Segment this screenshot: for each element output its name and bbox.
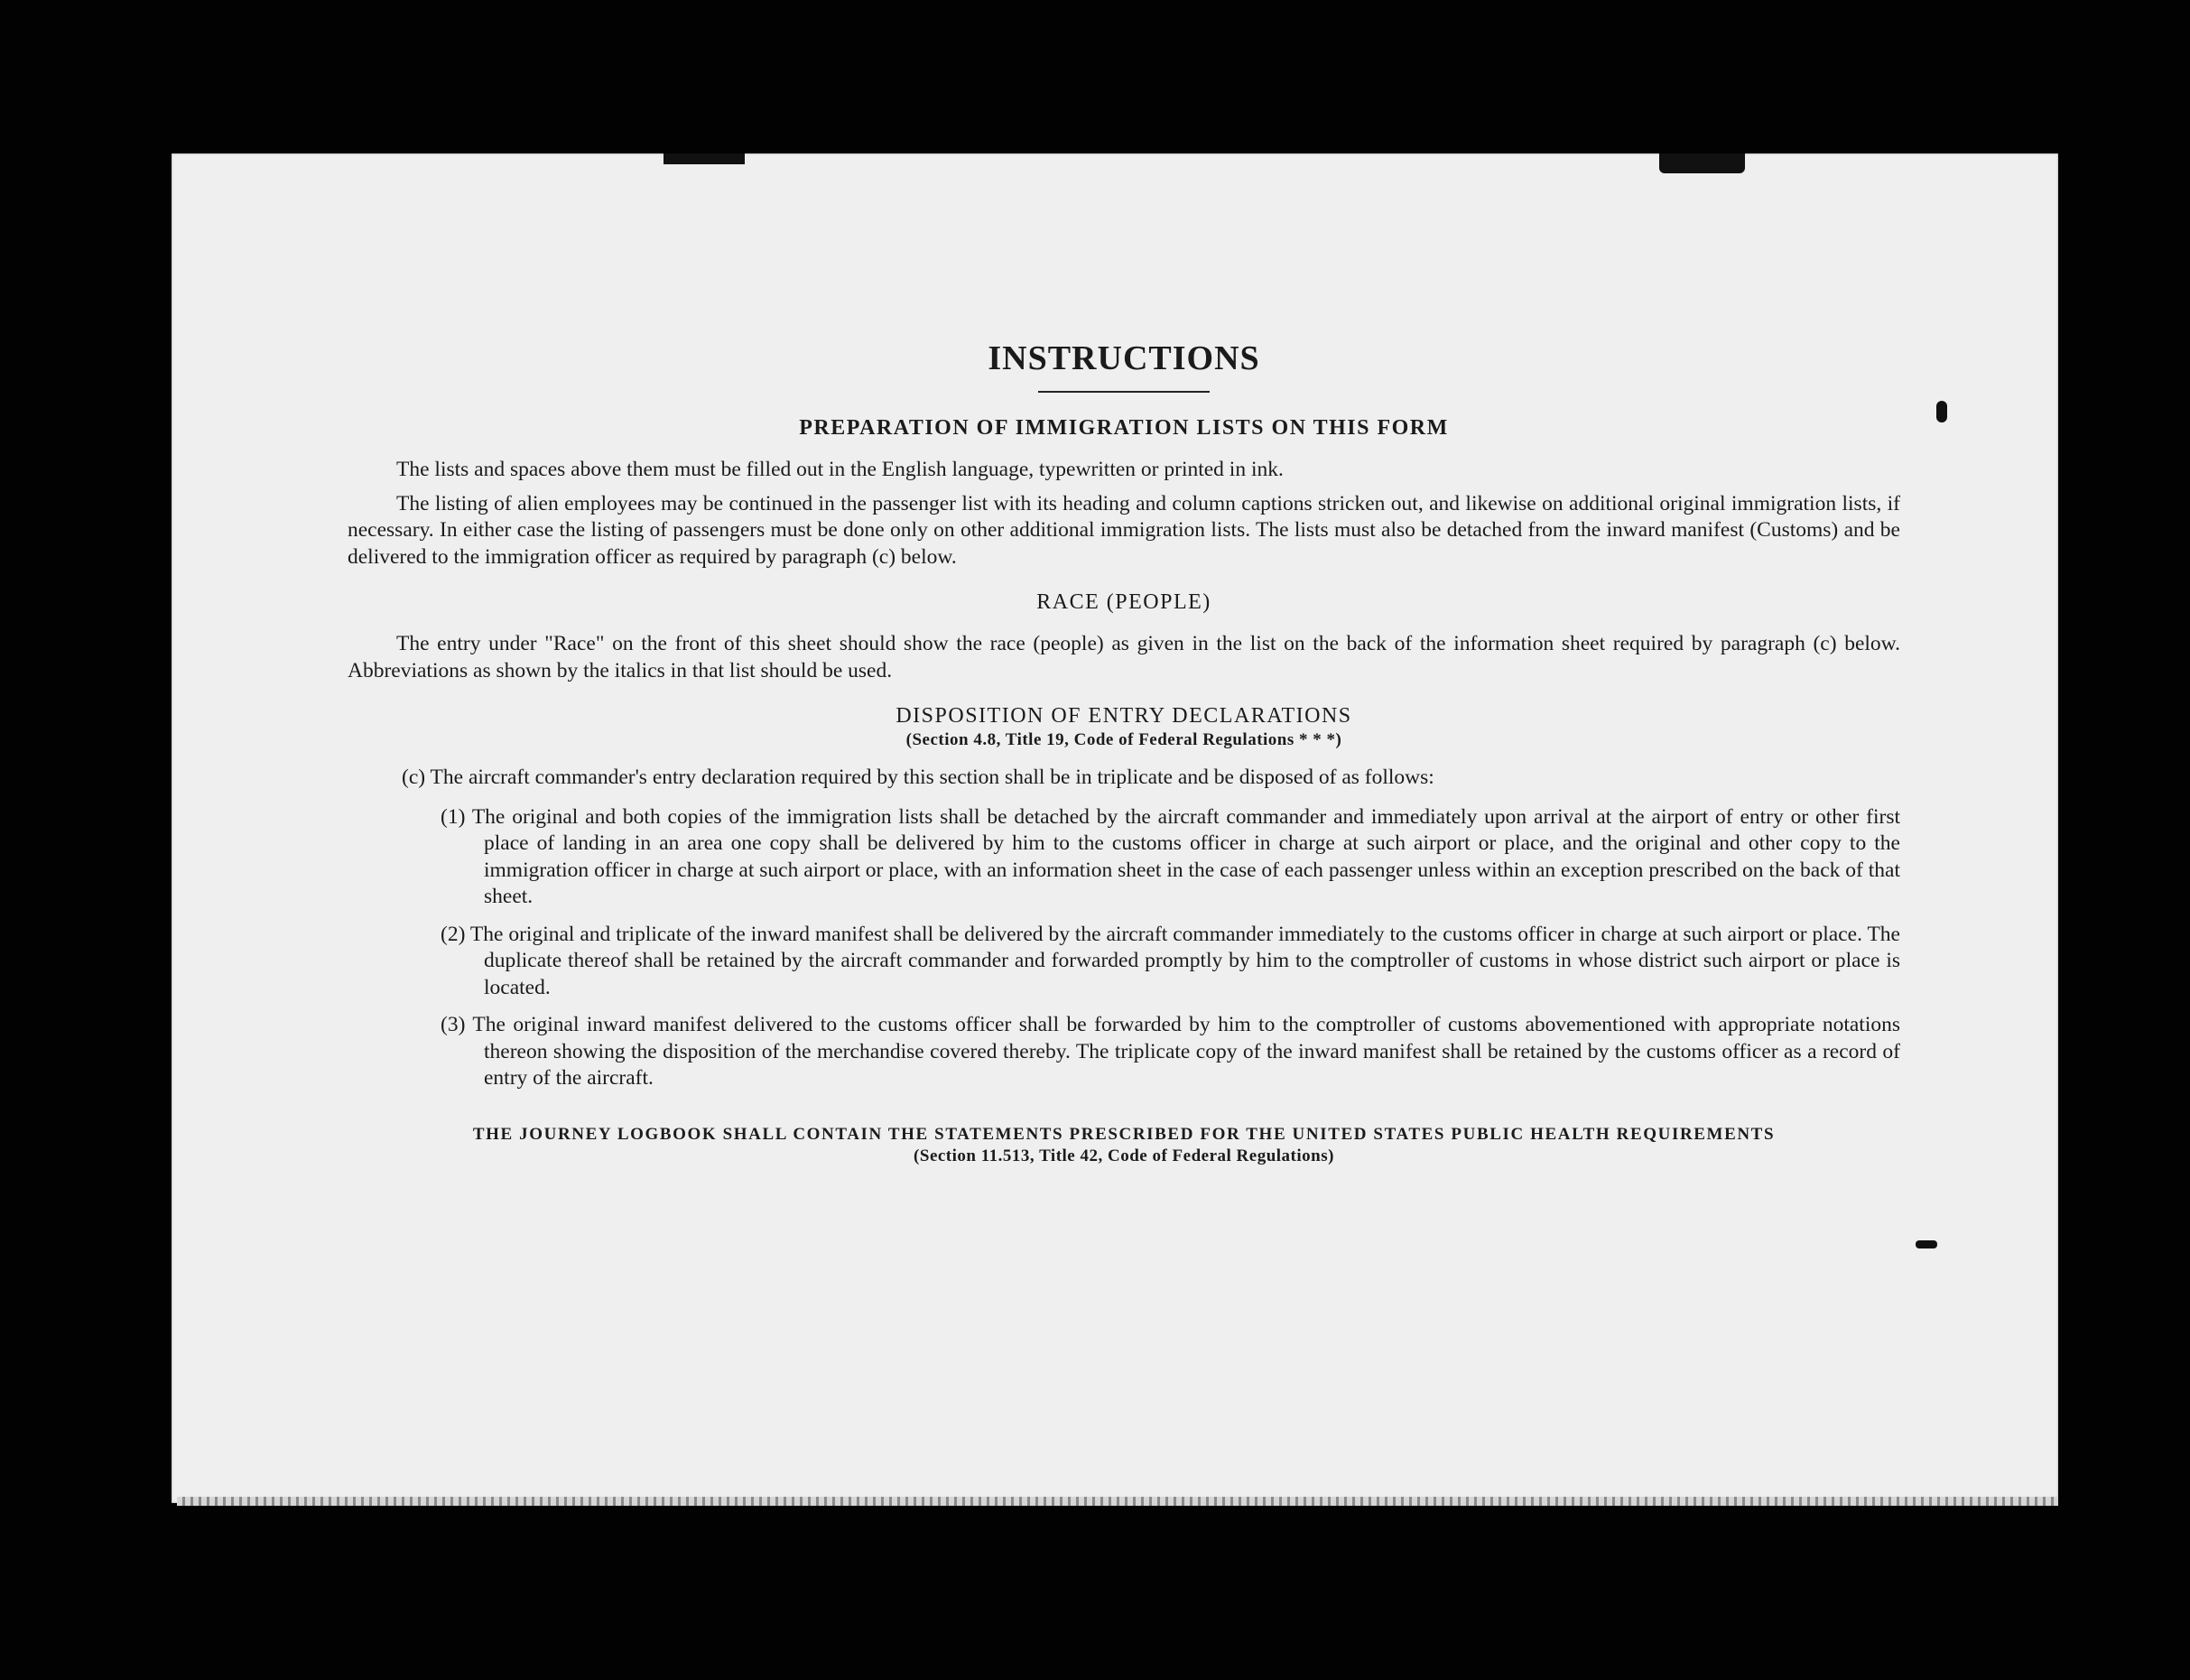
disposition-citation: (Section 4.8, Title 19, Code of Federal Regulations * * *) — [905, 730, 1342, 749]
disposition-item-3: (3) The original inward manifest delivered to the customs officer shall be forwarded by him to the comptroller of customs abovementioned with appropriate notations thereon showing the disposition of the merchandise covered thereby. The triplicate copy of the inward manifest shall be retained by the customs officer as a record of entry of the aircraft. — [441, 1013, 1900, 1090]
scan-blemish — [663, 153, 745, 164]
scan-blemish — [1659, 153, 1745, 173]
race-paragraph: The entry under "Race" on the front of this sheet should show the race (people) as given in the list on the back of the information sheet required by paragraph (c) below. Abbreviations as shown by the italics in that list should be used. — [348, 632, 1900, 682]
race-heading: RACE (PEOPLE) — [1036, 590, 1211, 614]
logbook-citation: (Section 11.513, Title 42, Code of Federal Regulations) — [914, 1146, 1334, 1165]
perforated-edge — [177, 1497, 2058, 1506]
scan-blemish — [1916, 1240, 1937, 1248]
page-title: INSTRUCTIONS — [988, 339, 1260, 377]
preparation-heading: PREPARATION OF IMMIGRATION LISTS ON THIS FORM — [799, 416, 1449, 440]
preparation-paragraph-1: The lists and spaces above them must be filled out in the English language, typewritten or printed in ink. — [396, 458, 1284, 481]
disposition-heading: DISPOSITION OF ENTRY DECLARATIONS — [895, 704, 1352, 728]
logbook-statement: THE JOURNEY LOGBOOK SHALL CONTAIN THE STATEMENTS PRESCRIBED FOR THE UNITED STATES PUBLIC HEALTH REQUIREMENTS — [472, 1124, 1776, 1144]
preparation-paragraph-2: The listing of alien employees may be continued in the passenger list with its heading and column captions stricken out, and likewise on additional original immigration lists, if necessary. In either case the listing of passengers must be done only on other additional immigration lists. The lists must also be detached from the inward manifest (Customs) and be delivered to the immigration officer as required by paragraph (c) below. — [348, 491, 1900, 569]
instructions-text — [348, 339, 1900, 1166]
disposition-item-1: (1) The original and both copies of the immigration lists shall be detached by the aircraft commander and immediately upon arrival at the airport of entry or other first place of landing in an area one copy shall be delivered by him to the customs officer in charge at such airport or place, and the original and other copy to the immigration officer in charge at such airport or place, with an information sheet in the case of each passenger unless within an exception prescribed on the back of that sheet. — [441, 804, 1900, 908]
scan-blemish — [1936, 401, 1947, 422]
disposition-item-2: (2) The original and triplicate of the inward manifest shall be delivered by the aircraft commander immediately to the customs officer in charge at such airport or place. The duplicate thereof shall be retained by the aircraft commander and forwarded promptly by him to the comptroller of customs in whose district such airport or place is located. — [441, 922, 1900, 999]
disposition-clause-c: (c) The aircraft commander's entry declaration required by this section shall be in triplicate and be disposed of as follows: — [402, 766, 1434, 789]
title-underline — [1038, 391, 1210, 393]
